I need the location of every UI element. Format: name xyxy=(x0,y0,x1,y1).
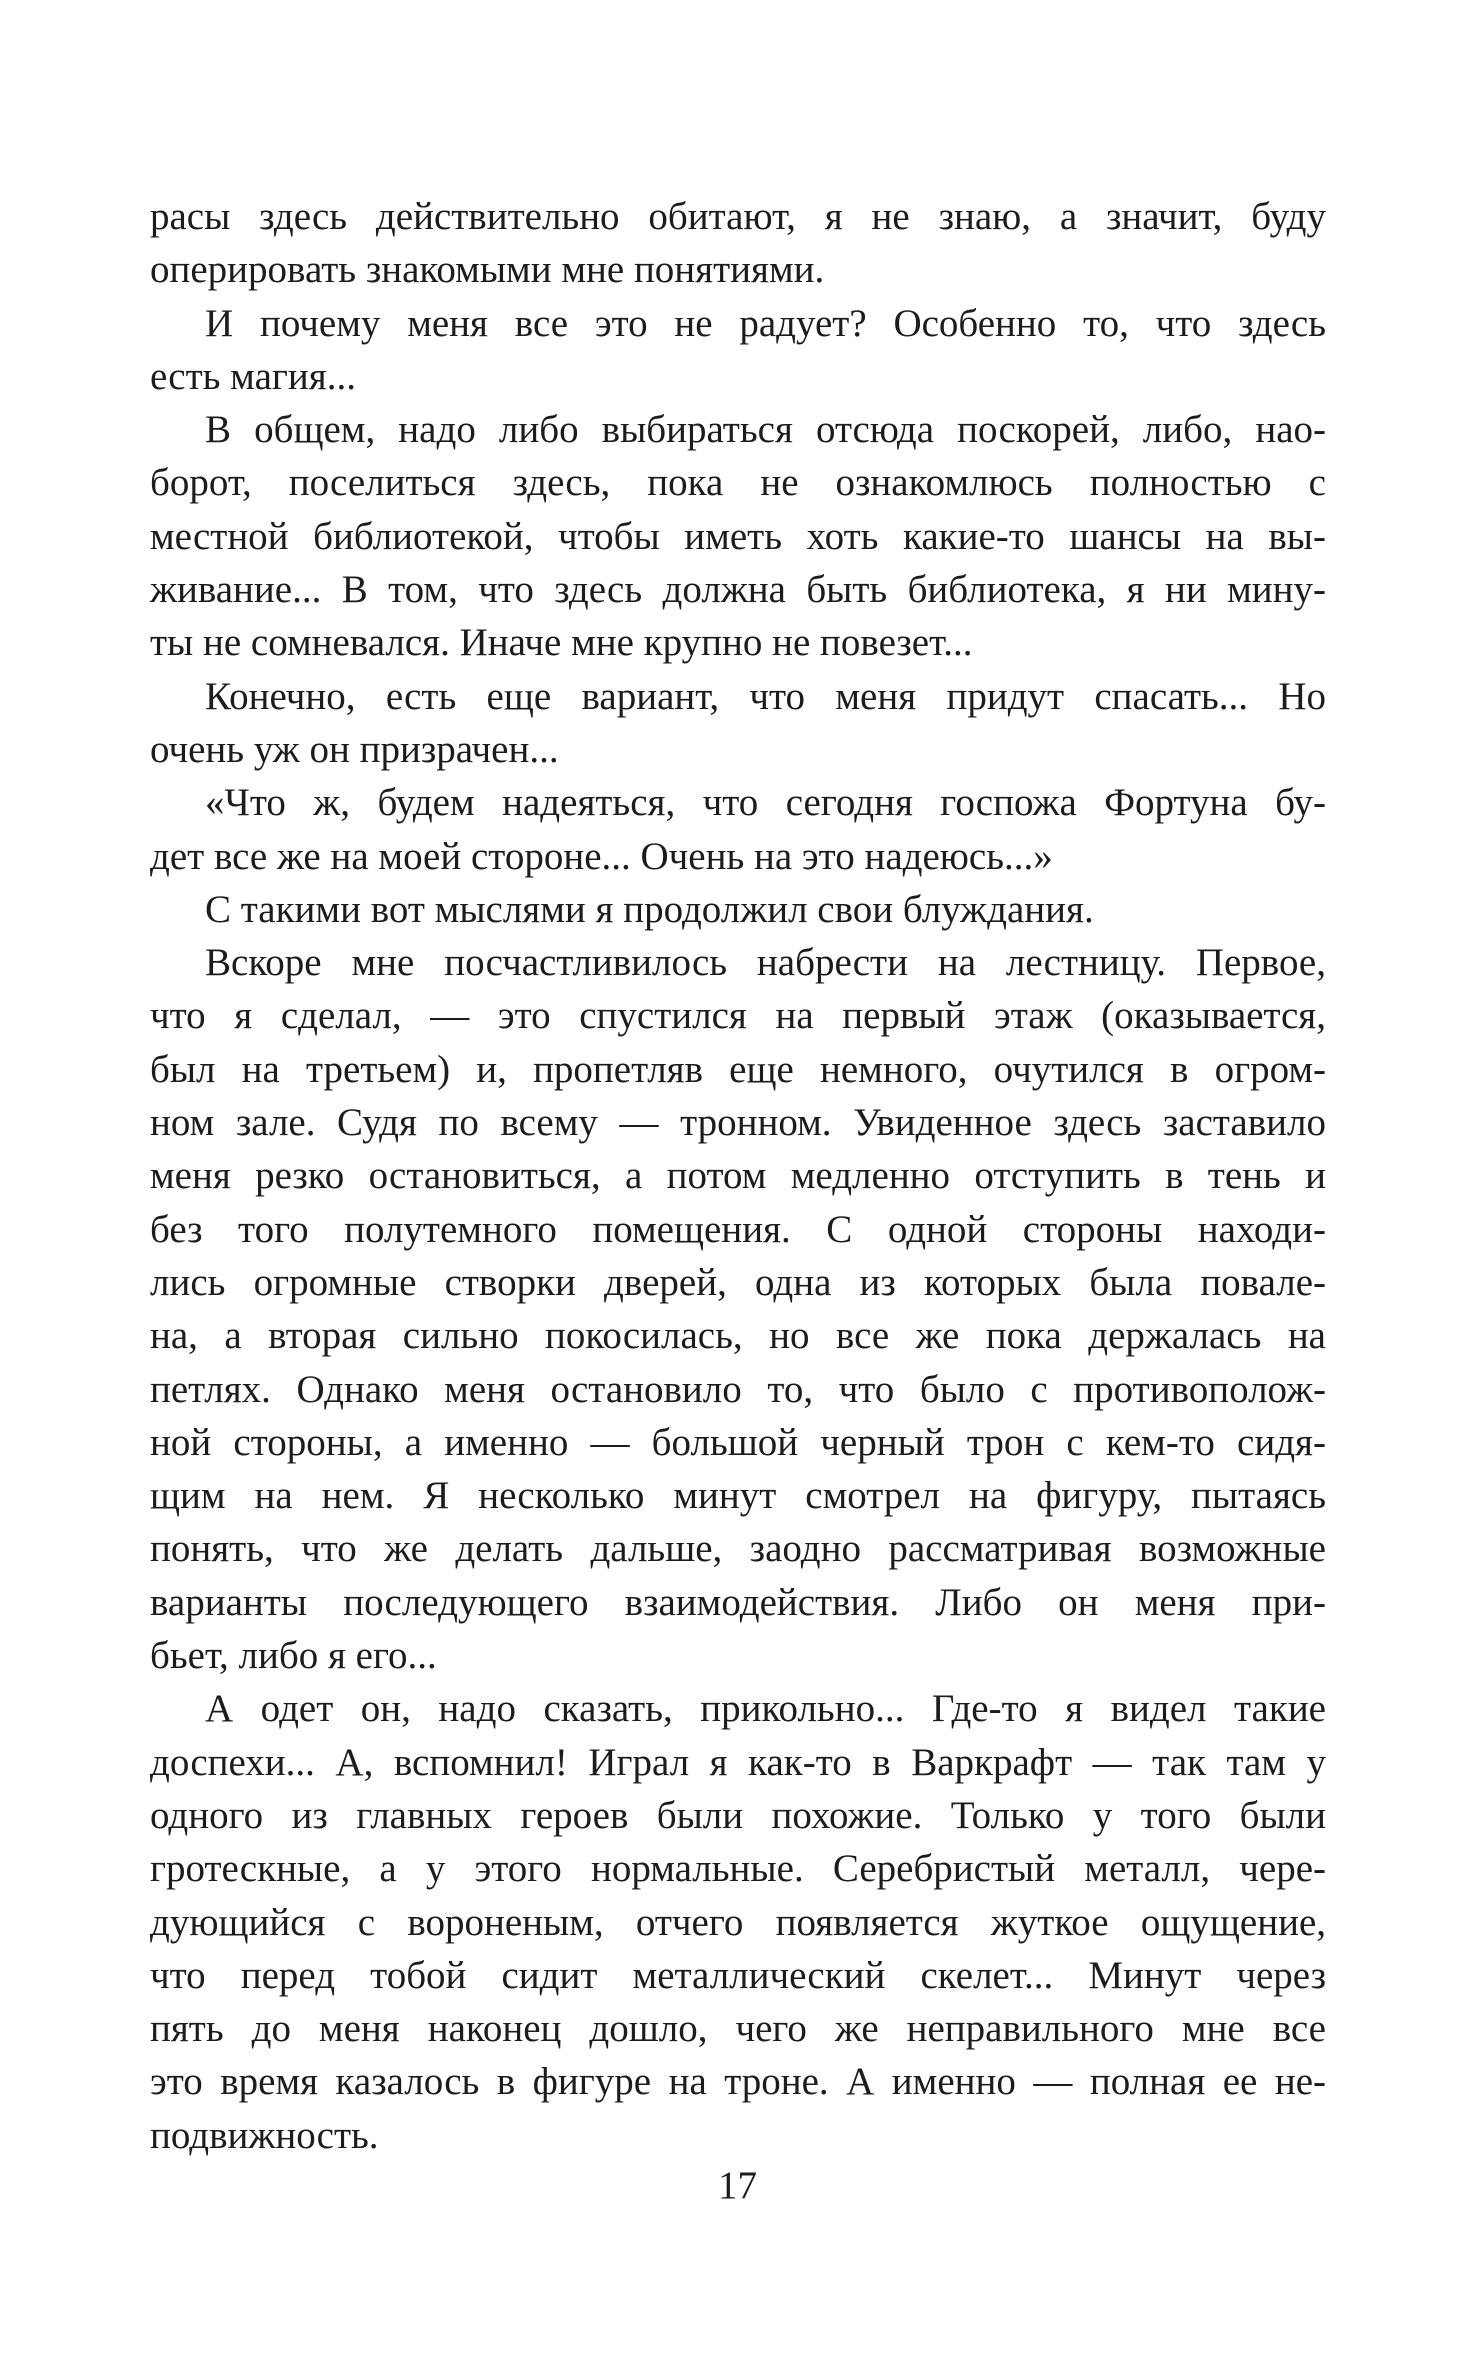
paragraph xyxy=(150,670,1326,777)
page-body-text xyxy=(150,190,1326,2162)
text-line: ты не сомневался. Иначе мне крупно не повезет... xyxy=(150,621,973,665)
text-line: расы здесь действительно обитают, я не знаю, а значит, буду xyxy=(150,195,1326,238)
text-line: меня резко остановиться, а потом медленно отступить в тень и xyxy=(150,1154,1326,1198)
text-line: доспехи... А, вспомнил! Играл я как-то в Варкрафт — так там у xyxy=(150,1740,1326,1784)
text-line: что перед тобой сидит металлический скелет... Минут через xyxy=(150,1953,1326,1997)
text-line: на, а вторая сильно покосилась, но все же пока держалась на xyxy=(150,1314,1326,1358)
paragraph xyxy=(150,190,1326,297)
text-line: оперировать знакомыми мне понятиями. xyxy=(150,248,825,292)
text-line: варианты последующего взаимодействия. Либо он меня при- xyxy=(150,1580,1326,1624)
text-line: пять до меня наконец дошло, чего же неправильного мне все xyxy=(150,2007,1326,2051)
paragraph xyxy=(150,403,1326,669)
text-line: «Что ж, будем надеяться, что сегодня госпожа Фортуна бу- xyxy=(205,781,1326,825)
text-line: местной библиотекой, чтобы иметь хоть какие-то шансы на вы- xyxy=(150,514,1326,558)
text-line: Конечно, есть еще вариант, что меня придут спасать... Но xyxy=(205,674,1326,718)
text-line: что я сделал, — это спустился на первый этаж (оказывается, xyxy=(150,994,1326,1038)
text-line: без того полутемного помещения. С одной стороны находи- xyxy=(150,1207,1326,1251)
text-line: живание... В том, что здесь должна быть библиотека, я ни мину- xyxy=(150,568,1326,612)
text-line: борот, поселиться здесь, пока не ознакомлюсь полностью с xyxy=(150,461,1326,505)
text-line: щим на нем. Я несколько минут смотрел на фигуру, пытаясь xyxy=(150,1474,1326,1518)
text-line: лись огромные створки дверей, одна из которых была повале- xyxy=(150,1260,1326,1304)
text-line: очень уж он призрачен... xyxy=(150,727,559,771)
text-line: гротескные, а у этого нормальные. Серебристый металл, чере- xyxy=(150,1847,1326,1891)
text-line: петлях. Однако меня остановило то, что было с противополож- xyxy=(150,1367,1326,1411)
paragraph xyxy=(150,297,1326,404)
book-page xyxy=(150,190,1326,2190)
page-number: 17 xyxy=(718,2164,757,2207)
text-line: был на третьем) и, пропетляв еще немного, очутился в огром- xyxy=(150,1047,1326,1091)
text-line: это время казалось в фигуре на троне. А именно — полная ее не- xyxy=(150,2060,1326,2104)
text-line: Вскоре мне посчастливилось набрести на лестницу. Первое, xyxy=(205,941,1326,985)
text-line: В общем, надо либо выбираться отсюда поскорей, либо, нао- xyxy=(205,408,1326,452)
text-line: дующийся с вороненым, отчего появляется жуткое ощущение, xyxy=(150,1900,1326,1944)
text-line: ном зале. Судя по всему — тронном. Увиденное здесь заставило xyxy=(150,1101,1326,1145)
paragraph xyxy=(150,776,1326,883)
text-line: одного из главных героев были похожие. Только у того были xyxy=(150,1793,1326,1837)
paragraph xyxy=(150,1682,1326,2162)
paragraph xyxy=(150,936,1326,1682)
text-line: С такими вот мыслями я продолжил свои блуждания. xyxy=(205,887,1094,931)
text-line: бьет, либо я его... xyxy=(150,1634,437,1678)
text-line: дет все же на моей стороне... Очень на это надеюсь...» xyxy=(150,834,1053,878)
paragraph xyxy=(150,883,1326,936)
text-line: есть магия... xyxy=(150,354,356,398)
text-line: подвижность. xyxy=(150,2113,379,2157)
text-line: понять, что же делать дальше, заодно рассматривая возможные xyxy=(150,1527,1326,1571)
text-line: И почему меня все это не радует? Особенно то, что здесь xyxy=(205,301,1326,345)
text-line: ной стороны, а именно — большой черный трон с кем-то сидя- xyxy=(150,1420,1326,1464)
text-line: А одет он, надо сказать, прикольно... Где-то я видел такие xyxy=(205,1687,1326,1731)
